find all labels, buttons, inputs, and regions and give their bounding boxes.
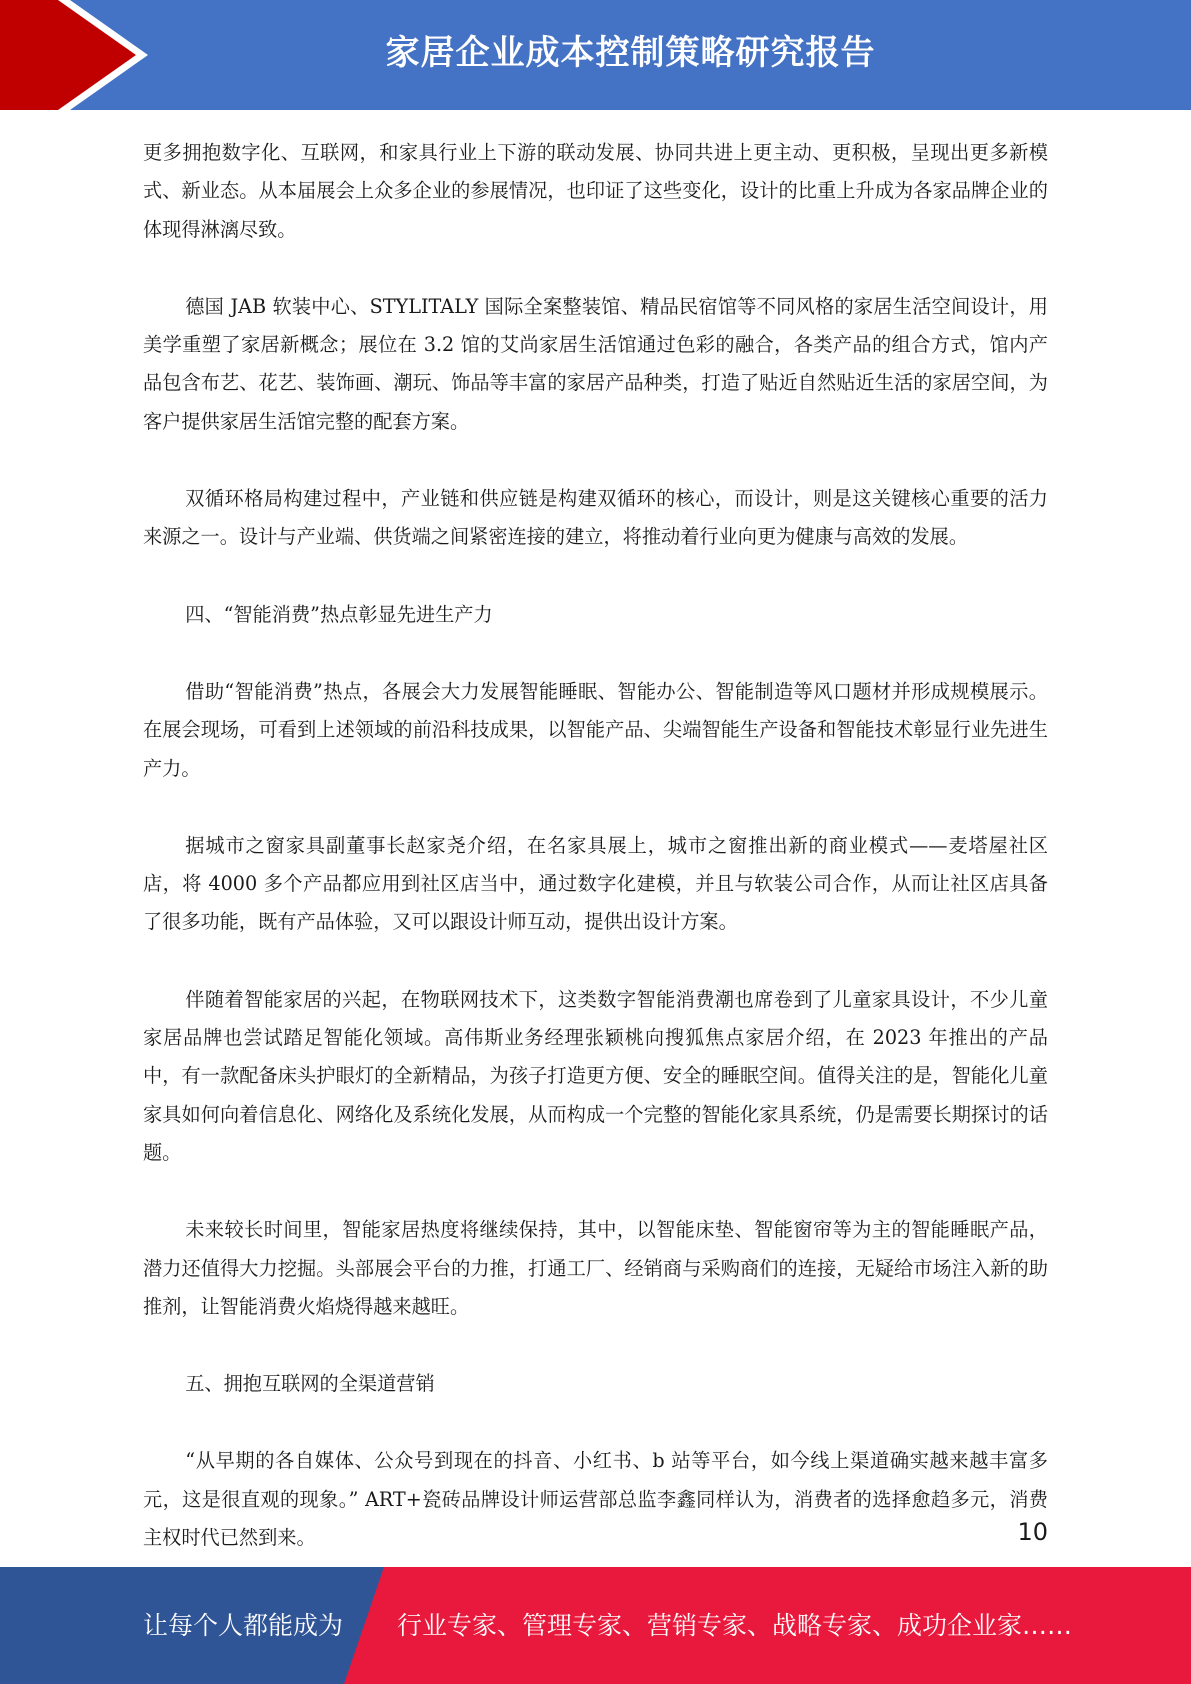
paragraph: 双循环格局构建过程中，产业链和供应链是构建双循环的核心，而设计，则是这关键核心重要的活力来源之一。设计与产业端、供货端之间紧密连接的建立，将推动着行业向更为健康与高效的发展。 (143, 487, 1048, 549)
section-heading: 四、“智能消费”热点彰显先进生产力 (185, 602, 493, 626)
paragraph: 未来较长时间里，智能家居热度将继续保持，其中，以智能床垫、智能窗帘等为主的智能睡眠产品，潜力还值得大力挖掘。头部展会平台的力推，打通工厂、经销商与采购商们的连接，无疑给市场注入新的助推剂，让智能消费火焰烧得越来越旺。 (143, 1218, 1048, 1318)
document-body (143, 134, 1048, 1596)
footer-slogan-right: 行业专家、管理专家、营销专家、战略专家、成功企业家…… (397, 1611, 1073, 1640)
paragraph: “从早期的各自媒体、公众号到现在的抖音、小红书、b 站等平台，如今线上渠道确实越来越丰富多元，这是很直观的现象。” ART+瓷砖品牌设计师运营部总监李鑫同样认为，消费者的选择愈趋多元，消费主权时代已然到来。 (143, 1449, 1048, 1550)
page-number: 10 (1017, 1518, 1048, 1546)
paragraph: 德国 JAB 软装中心、STYLITALY 国际全案整装馆、精品民宿馆等不同风格的家居生活空间设计，用美学重塑了家居新概念；展位在 3.2 馆的艾尚家居生活馆通过色彩的融合，各类产品的组合方式，馆内产品包含布艺、花艺、装饰画、潮玩、饰品等丰富的家居产品种类，打造了贴近自然贴近生活的家居空间，为客户提供家居生活馆完整的配套方案。 (143, 294, 1048, 433)
page-header (0, 0, 1191, 110)
paragraph: 更多拥抱数字化、互联网，和家具行业上下游的联动发展、协同共进上更主动、更积极，呈现出更多新模式、新业态。从本届展会上众多企业的参展情况，也印证了这些变化，设计的比重上升成为各家品牌企业的体现得淋漓尽致。 (143, 141, 1048, 241)
paragraph: 伴随着智能家居的兴起，在物联网技术下，这类数字智能消费潮也席卷到了儿童家具设计，不少儿童家居品牌也尝试踏足智能化领域。高伟斯业务经理张颖桃向搜狐焦点家居介绍，在 2023 年推出的产品中，有一款配备床头护眼灯的全新精品，为孩子打造更方便、安全的睡眠空间。值得关注的是，智能化儿童家具如何向着信息化、网络化及系统化发展，从而构成一个完整的智能化家具系统，仍是需要长期探讨的话题。 (143, 987, 1048, 1164)
section-heading: 五、拥抱互联网的全渠道营销 (185, 1372, 435, 1396)
paragraph: 据城市之窗家具副董事长赵家尧介绍，在名家具展上，城市之窗推出新的商业模式——麦塔屋社区店，将 4000 多个产品都应用到社区店当中，通过数字化建模，并且与软装公司合作，从而让社区店具备了很多功能，既有产品体验，又可以跟设计师互动，提供出设计方案。 (143, 833, 1048, 934)
page-footer (0, 1567, 1191, 1684)
paragraph: 借助“智能消费”热点，各展会大力发展智能睡眠、智能办公、智能制造等风口题材并形成规模展示。在展会现场，可看到上述领域的前沿科技成果，以智能产品、尖端智能生产设备和智能技术彰显行业先进生产力。 (143, 679, 1048, 780)
document-title: 家居企业成本控制策略研究报告 (385, 33, 876, 73)
footer-slogan-left: 让每个人都能成为 (143, 1611, 344, 1640)
